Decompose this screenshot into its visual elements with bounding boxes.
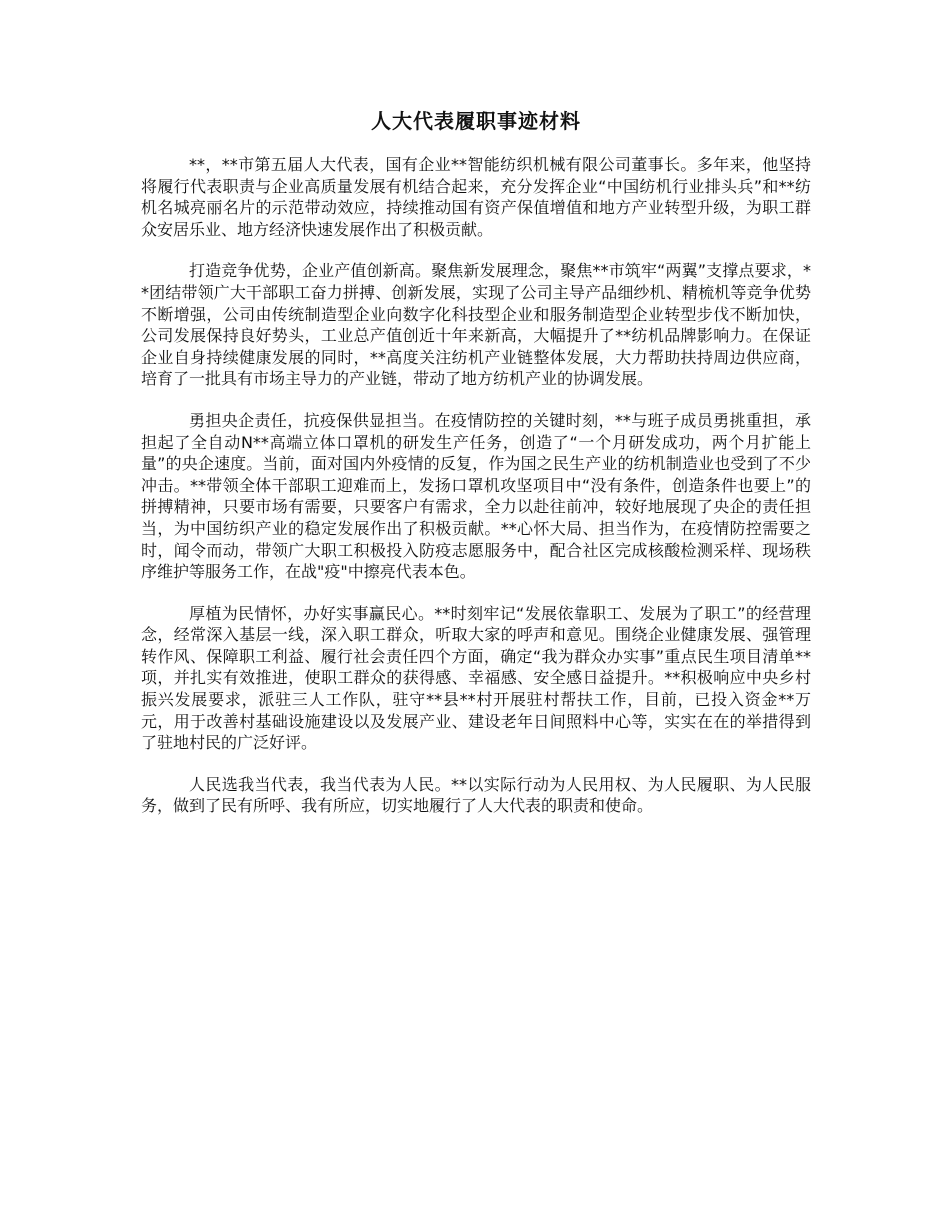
paragraph-conclusion: 人民选我当代表，我当代表为人民。**以实际行动为人民用权、为人民履职、为人民服务，做到了民有所呼、我有所应，切实地履行了人大代表的职责和使命。 bbox=[141, 774, 811, 816]
paragraph-intro: **，**市第五届人大代表，国有企业**智能纺织机械有限公司董事长。多年来，他坚持将履行代表职责与企业高质量发展有机结合起来，充分发挥企业“中国纺机行业排头兵”和**纺机名城亮丽名片的示范带动效应，持续推动国有资产保值增值和地方产业转型升级，为职工群众安居乐业、地方经济快速发展作出了积极贡献。 bbox=[141, 155, 811, 239]
document-page bbox=[141, 108, 811, 837]
paragraph-competitive-advantage: 打造竞争优势，企业产值创新高。聚焦新发展理念，聚焦**市筑牢“两翼”支撑点要求，**团结带领广大干部职工奋力拼搏、创新发展，实现了公司主导产品细纱机、精梳机等竞争优势不断增强，公司由传统制造型企业向数字化科技型企业和服务制造型企业转型步伐不断加快，公司发展保持良好势头，工业总产值创近十年来新高，大幅提升了**纺机品牌影响力。在保证企业自身持续健康发展的同时，**高度关注纺机产业链整体发展，大力帮助扶持周边供应商，培育了一批具有市场主导力的产业链，带动了地方纺机产业的协调发展。 bbox=[141, 261, 811, 389]
paragraph-epidemic-responsibility: 勇担央企责任，抗疫保供显担当。在疫情防控的关键时刻，**与班子成员勇挑重担，承担起了全自动N**高端立体口罩机的研发生产任务，创造了“一个月研发成功，两个月扩能上量”的央企速度。当前，面对国内外疫情的反复，作为国之民生产业的纺机制造业也受到了不少冲击。**带领全体干部职工迎难而上，发扬口罩机攻坚项目中“没有条件，创造条件也要上”的拼搏精神，只要市场有需要，只要客户有需求，全力以赴往前冲，较好地展现了央企的责任担当，为中国纺织产业的稳定发展作出了积极贡献。**心怀大局、担当作为，在疫情防控需要之时，闻令而动，带领广大职工积极投入防疫志愿服务中，配合社区完成核酸检测采样、现场秩序维护等服务工作，在战"疫"中擦亮代表本色。 bbox=[141, 410, 811, 582]
document-title: 人大代表履职事迹材料 bbox=[371, 109, 581, 133]
paragraph-serving-people: 厚植为民情怀，办好实事赢民心。**时刻牢记“发展依靠职工、发展为了职工”的经营理念，经常深入基层一线，深入职工群众，听取大家的呼声和意见。围绕企业健康发展、强管理转作风、保障职工利益、履行社会责任四个方面，确定“我为群众办实事”重点民生项目清单**项，并扎实有效推进，使职工群众的获得感、幸福感、安全感日益提升。**积极响应中央乡村振兴发展要求，派驻三人工作队，驻守**县**村开展驻村帮扶工作，目前，已投入资金**万元，用于改善村基础设施建设以及发展产业、建设老年日间照料中心等，实实在在的举措得到了驻地村民的广泛好评。 bbox=[141, 603, 811, 753]
